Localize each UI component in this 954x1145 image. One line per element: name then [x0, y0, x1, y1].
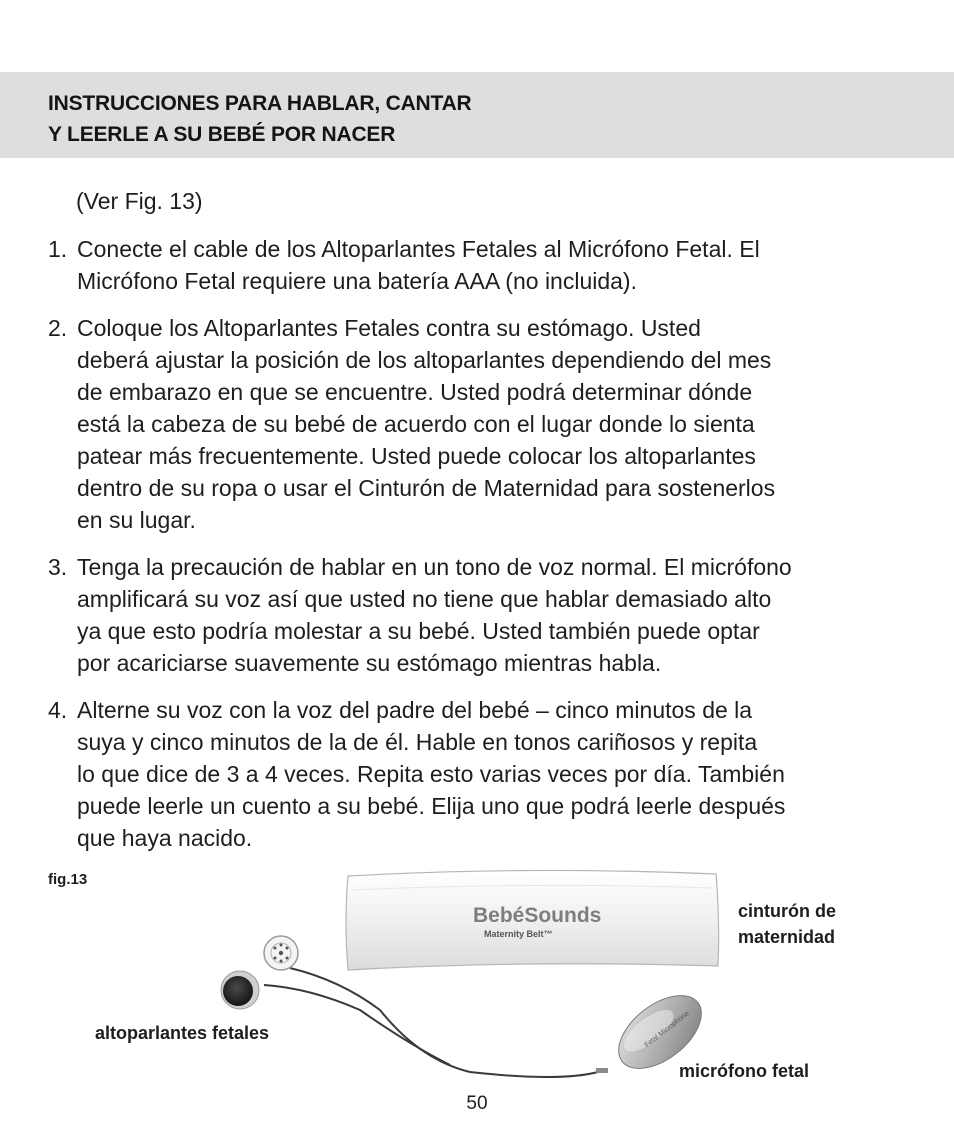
- audio-plug: [596, 1068, 608, 1073]
- section-title-line-2: Y LEERLE A SU BEBÉ POR NACER: [48, 123, 396, 146]
- speaker-cable: [264, 985, 450, 1065]
- step-text: [77, 312, 928, 536]
- page-number: 50: [466, 1093, 488, 1114]
- microphone-label-text: Fetal Microphone: [643, 1010, 691, 1050]
- step-line: puede leerle un cuento a su bebé. Elija uno que podrá leerle después: [77, 793, 786, 819]
- step-number: 4.: [48, 697, 68, 723]
- fetal-speaker-white-image: [264, 936, 298, 970]
- step-line: ya que esto podría molestar a su bebé. Usted también puede optar: [77, 618, 760, 644]
- step-text: [77, 551, 928, 679]
- step-line: en su lugar.: [77, 507, 196, 533]
- microphone-caption: micrófono fetal: [679, 1061, 810, 1081]
- belt-brand-text: BebéSounds: [473, 904, 602, 927]
- speakers-caption: altoparlantes fetales: [95, 1023, 270, 1043]
- section-title: [48, 88, 472, 150]
- step-line: dentro de su ropa o usar el Cinturón de Maternidad para sostenerlos: [77, 475, 776, 501]
- fetal-speaker-dark-image: [221, 971, 259, 1009]
- step-text: [77, 233, 928, 297]
- section-title-line-1: INSTRUCCIONES PARA HABLAR, CANTAR: [48, 92, 472, 115]
- product-illustration: [0, 860, 954, 1090]
- step-line: Tenga la precaución de hablar en un tono de voz normal. El micrófono: [77, 554, 792, 580]
- belt-caption-line-2: maternidad: [738, 927, 836, 947]
- speaker-cable: [290, 968, 598, 1077]
- step-number: 1.: [48, 236, 68, 262]
- figure-label: fig.13: [48, 871, 88, 888]
- step-line: amplificará su voz así que usted no tiene que hablar demasiado alto: [77, 586, 772, 612]
- belt-subtitle-text: Maternity Belt™: [484, 929, 553, 939]
- figure-reference: (Ver Fig. 13): [76, 188, 203, 214]
- step-line: por acariciarse suavemente su estómago mientras habla.: [77, 650, 662, 676]
- step-number: 2.: [48, 315, 68, 341]
- step-number: 3.: [48, 554, 68, 580]
- step-line: deberá ajustar la posición de los altoparlantes dependiendo del mes: [77, 347, 772, 373]
- step-line: Alterne su voz con la voz del padre del bebé – cinco minutos de la: [77, 697, 753, 723]
- step-line: lo que dice de 3 a 4 veces. Repita esto varias veces por día. También: [77, 761, 785, 787]
- step-line: que haya nacido.: [77, 825, 253, 851]
- instruction-step: [48, 233, 928, 297]
- maternity-belt-image: [346, 870, 719, 970]
- belt-caption: [738, 898, 836, 950]
- step-line: suya y cinco minutos de la de él. Hable en tonos cariñosos y repita: [77, 729, 758, 755]
- step-line: Micrófono Fetal requiere una batería AAA (no incluida).: [77, 268, 637, 294]
- instruction-step: [48, 312, 928, 536]
- belt-caption-line-1: cinturón de: [738, 901, 836, 921]
- step-text: [77, 694, 928, 854]
- step-line: Coloque los Altoparlantes Fetales contra su estómago. Usted: [77, 315, 701, 341]
- step-line: Conecte el cable de los Altoparlantes Fetales al Micrófono Fetal. El: [77, 236, 760, 262]
- step-line: patear más frecuentemente. Usted puede colocar los altoparlantes: [77, 443, 756, 469]
- instruction-step: [48, 694, 928, 854]
- instruction-step: [48, 551, 928, 679]
- step-line: está la cabeza de su bebé de acuerdo con el lugar donde lo sienta: [77, 411, 755, 437]
- step-line: de embarazo en que se encuentre. Usted podrá determinar dónde: [77, 379, 753, 405]
